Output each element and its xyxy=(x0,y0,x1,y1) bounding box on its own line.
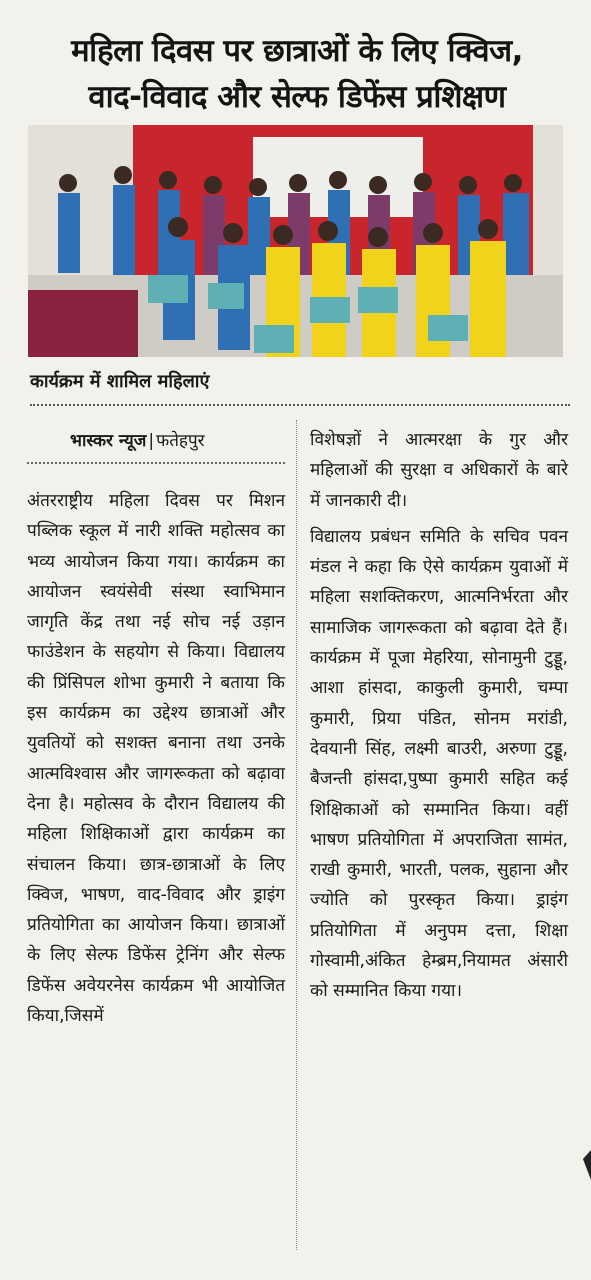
photo-caption: कार्यक्रम में शामिल महिलाएं xyxy=(30,371,210,392)
right-paragraph-1: विशेषज्ञों ने आत्मरक्षा के गुर और महिलाओं की सुरक्षा व अधिकारों के बारे में जानकारी दी। xyxy=(310,430,568,511)
byline-place: फतेहपुर xyxy=(156,431,205,451)
byline-separator: | xyxy=(148,431,155,451)
article-body-left-column xyxy=(27,486,285,1037)
column-divider xyxy=(296,420,297,1250)
headline-line-1: महिला दिवस पर छात्राओं के लिए क्विज, xyxy=(71,33,523,69)
byline-source: भास्कर न्यूज xyxy=(70,431,147,451)
headline xyxy=(22,28,572,120)
caption-divider xyxy=(30,404,570,406)
headline-line-2: वाद-विवाद और सेल्फ डिफेंस प्रशिक्षण xyxy=(88,79,506,115)
article-body-right-column xyxy=(310,425,568,1013)
byline xyxy=(70,428,280,454)
byline-divider xyxy=(27,462,285,464)
group-photo-illustration xyxy=(28,125,563,357)
article-photo xyxy=(28,125,563,357)
left-paragraph-1: अंतरराष्ट्रीय महिला दिवस पर मिशन पब्लिक स्कूल में नारी शक्ति महोत्सव का भव्य आयोजन किया गया। कार्यक्रम का आयोजन स्वयंसेवी संस्था स्वाभिमान जागृति केंद्र तथा नई सोच नई उड़ान फाउंडेशन के सहयोग से किया। विद्यालय की प्रिंसिपल शोभा कुमारी ने बताया कि इस कार्यक्रम का उद्देश्य छात्राओं और युवतियों को सशक्त बनाना तथा उनके आत्मविश्वास और जागरूकता को बढ़ावा देना है। महोत्सव के दौरान विद्यालय की महिला शिक्षिकाओं द्वारा कार्यक्रम का संचालन किया। छात्र-छात्राओं के लिए क्विज, भाषण, वाद-विवाद और ड्राइंग प्रतियोगिता का आयोजन किया। छात्राओं के लिए सेल्फ डिफेंस ट्रेनिंग और सेल्फ डिफेंस अवेयरनेस कार्यक्रम भी आयोजित किया,जिसमें xyxy=(27,491,285,1027)
page-edge-mark xyxy=(583,1150,591,1180)
right-paragraph-2: विद्यालय प्रबंधन समिति के सचिव पवन मंडल ने कहा कि ऐसे कार्यक्रम युवाओं में महिला सशक्तिकरण, आत्मनिर्भरता और सामाजिक जागरूकता को बढ़ावा देते हैं। कार्यक्रम में पूजा मेहरिया, सोनामुनी टुड्डू, आशा हांसदा, काकुली कुमारी, चम्पा कुमारी, प्रिया पंडित, सोनम मरांडी, देवयानी सिंह, लक्ष्मी बाउरी, अरुणा टुड्डू, बैजन्ती हांसदा,पुष्पा कुमारी सहित कई शिक्षिकाओं को सम्मानित किया। वहीं भाषण प्रतियोगिता में अपराजिता सामंत, राखी कुमारी, भारती, पलक, सुहाना और ज्योति को पुरस्कृत किया। ड्राइंग प्रतियोगिता में अनुपम दत्ता, शिक्षा गोस्वामी,अंकित हेम्ब्रम,नियामत अंसारी को सम्मानित किया गया। xyxy=(310,526,568,1002)
